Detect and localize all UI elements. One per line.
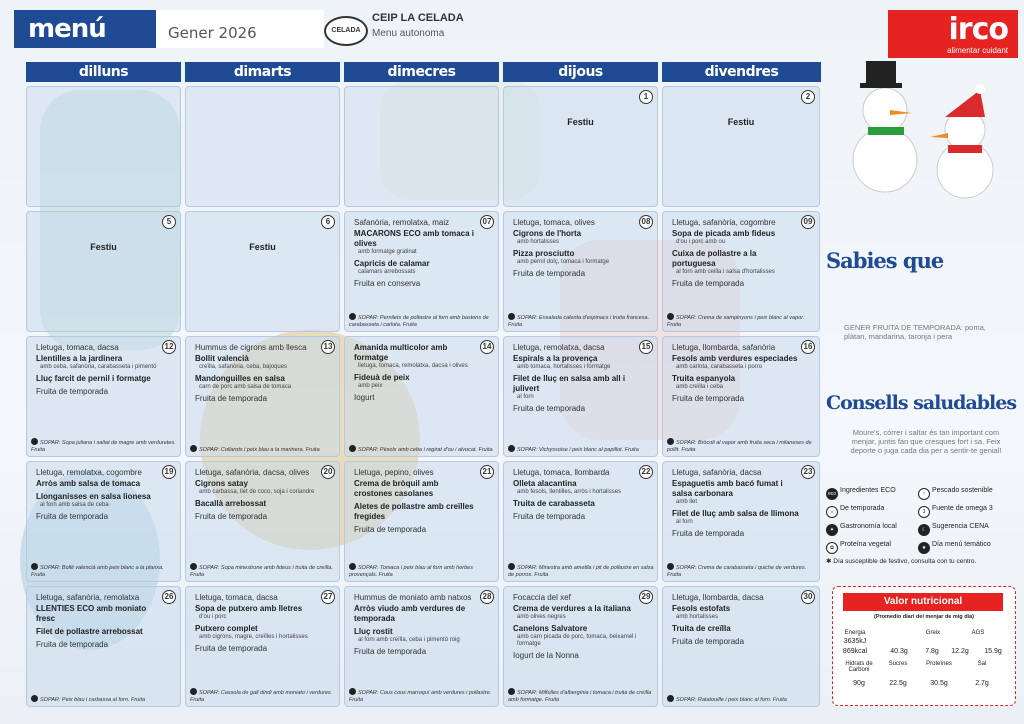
day-menu xyxy=(195,468,319,521)
moon-icon xyxy=(190,563,197,570)
dessert: Fruita de temporada xyxy=(195,644,268,653)
day-menu xyxy=(195,343,319,403)
moon-icon xyxy=(31,695,38,702)
day-menu xyxy=(354,343,478,402)
day-cell xyxy=(344,461,499,582)
dinner-suggestion: SOPAR: Ratatouille i peix blanc al forn. Fruita xyxy=(667,695,816,704)
moon-icon xyxy=(667,563,674,570)
day-number: 6 xyxy=(321,215,335,229)
starter: Lletuga, remolatxa, dacsa xyxy=(513,343,605,352)
dessert: Iogurt de la Nonna xyxy=(513,651,579,660)
day-cell xyxy=(662,586,820,707)
weekday-header: divendres xyxy=(662,62,821,82)
moon-icon xyxy=(349,445,356,452)
day-number: 12 xyxy=(162,340,176,354)
moon-icon xyxy=(667,438,674,445)
dinner-suggestion: SOPAR: Crema de xampinyons i peix blanc al vapor. Fruita xyxy=(667,315,805,328)
day-number: 27 xyxy=(321,590,335,604)
day-menu xyxy=(672,468,799,538)
starter: Lletuga, safanòria, cogombre xyxy=(672,218,776,227)
first-course-detail: amb hortalisses xyxy=(517,239,560,245)
first-course: Arròs amb salsa de tomaca xyxy=(36,479,141,488)
day-number: 08 xyxy=(639,215,653,229)
legend-cena: ☾ Sugerencia CENA xyxy=(918,523,989,536)
first-course: LLENTIES ECO amb moniato fresc xyxy=(36,604,147,623)
energy-label: Energia xyxy=(844,630,866,636)
salt-value: 2.7g xyxy=(975,680,989,687)
first-course: Llentilles a la jardinera xyxy=(36,354,123,363)
day-menu xyxy=(672,593,799,646)
starter: Lletuga, safanòria, dacsa xyxy=(672,468,762,477)
dessert: Fruita de temporada xyxy=(672,637,745,646)
dinner-suggestion: SOPAR: Cassola de gall dindi amb moniato i verdures. Fruita xyxy=(190,690,333,703)
nutrition-title: Valor nutricional xyxy=(843,593,1003,611)
moon-icon xyxy=(349,563,356,570)
vegetal-icon: ✿ xyxy=(826,542,838,554)
day-menu xyxy=(36,343,160,396)
day-menu xyxy=(354,593,478,656)
consells-title: Consells saludables xyxy=(826,392,1017,414)
legend-gastro: ✦ Gastronomía local xyxy=(826,523,897,536)
day-cell xyxy=(503,86,658,207)
dessert: Fruita de temporada xyxy=(36,640,109,649)
dessert: Fruita de temporada xyxy=(672,394,745,403)
star-icon: ★ xyxy=(918,542,930,554)
protein-value: 30.5g xyxy=(930,680,948,687)
first-course: Crema de bròquil amb crostones casolanes xyxy=(354,479,439,498)
moon-icon xyxy=(667,313,674,320)
dinner-suggestion: SOPAR: Minestra amb ametlla i pit de pollastre en salsa de porros. Fruita xyxy=(508,565,654,578)
moon-icon xyxy=(31,563,38,570)
starter: Lletuga, llombarda, safanòria xyxy=(672,343,776,352)
dinner-suggestion: SOPAR: Vichyssoise i peix blanc al papillot. Fruita xyxy=(508,445,654,454)
day-cell xyxy=(662,461,820,582)
day-number: 28 xyxy=(480,590,494,604)
legend-note: ✱ Día susceptible de festivo, consulta con tu centro. xyxy=(826,558,977,565)
ags-value-2: 15.9g xyxy=(984,648,1002,655)
protein-label: Proteïnes xyxy=(926,661,952,667)
starter: Safanòria, remolatxa, maiz xyxy=(354,218,450,227)
second-course-detail: amb peix xyxy=(358,383,383,389)
fat-value-2: 7.8g xyxy=(925,648,939,655)
day-menu xyxy=(672,218,799,288)
first-course-detail: amb fesols, llentilles, arròs i hortalisses xyxy=(517,489,622,495)
day-cell xyxy=(185,86,340,207)
moon-icon xyxy=(190,445,197,452)
day-number: 5 xyxy=(162,215,176,229)
first-course: Cigrons satay xyxy=(195,479,248,488)
dessert: Fruita de temporada xyxy=(672,529,745,538)
day-number: 23 xyxy=(801,465,815,479)
second-course-detail: al forn xyxy=(676,519,693,525)
second-course: Filet de lluç en salsa amb all i julivert xyxy=(513,374,626,393)
moon-icon xyxy=(349,688,356,695)
starter: Lletuga, tomaca, olives xyxy=(513,218,595,227)
legend-tematico: ★ Día menú temático xyxy=(918,541,991,554)
second-course: Truita espanyola xyxy=(672,374,736,383)
day-cell xyxy=(662,336,820,457)
brand-tagline: alimentar cuidant xyxy=(947,46,1008,55)
carbs-label: Hidrats de Carboni xyxy=(845,661,873,673)
day-menu xyxy=(513,343,637,413)
day-cell xyxy=(344,211,499,332)
second-course-detail: al forn amb ceilla i salsa d'hortalisses xyxy=(676,269,775,275)
second-course: Filet de lluç amb salsa de llimona xyxy=(672,509,799,518)
moon-icon xyxy=(190,688,197,695)
first-course-detail: amb formatge gratinat xyxy=(358,249,417,255)
first-course-detail: d'ou i porc xyxy=(199,614,227,620)
dessert: Fruita de temporada xyxy=(513,512,586,521)
day-cell xyxy=(185,461,340,582)
second-course: Lluç rostit xyxy=(354,627,393,636)
dessert: Fruita de temporada xyxy=(36,512,109,521)
day-cell xyxy=(26,586,181,707)
first-course: Fesols estofats xyxy=(672,604,731,613)
dinner-suggestion: SOPAR: Sopa minestrone amb fideus i truita de creïlla. Fruita xyxy=(190,565,333,578)
dinner-suggestion: SOPAR: Tomaca i peix blau al forn amb herbes provençals. Fruita xyxy=(349,565,473,578)
day-cell xyxy=(26,336,181,457)
second-course-detail: al forn amb salsa de ceba xyxy=(40,502,109,508)
weekday-header: dimarts xyxy=(185,62,340,82)
dessert: Fruita de temporada xyxy=(195,512,268,521)
holiday-label: Festiu xyxy=(249,242,276,252)
dessert: Fruita de temporada xyxy=(195,394,268,403)
first-course-detail: amb tomaca, hortalisses i formatge xyxy=(517,364,611,370)
day-cell xyxy=(26,211,181,332)
day-menu xyxy=(354,468,478,534)
dinner-suggestion: SOPAR: Pernilets de pollastre al forn amb bastons de carabasseta i carlota. Fruita xyxy=(349,315,489,328)
energy-kj: 3635kJ xyxy=(843,638,867,645)
second-course: Aletes de pollastre amb creïlles fregides xyxy=(354,502,474,521)
first-course-detail: lletuga, tomaca, remolatxa, dacsa i olives xyxy=(358,363,468,369)
day-menu xyxy=(513,468,637,521)
second-course-detail: amb creïlla i ceba xyxy=(676,384,724,390)
day-number: 15 xyxy=(639,340,653,354)
day-menu xyxy=(672,343,799,403)
day-cell xyxy=(185,211,340,332)
sabies-que-text: GENER FRUITA DE TEMPORADA: poma, plàtan, mandarina, taronja i pera xyxy=(844,323,986,341)
menu-title: menú xyxy=(14,10,156,48)
first-course-detail: amb ceba, safanòria, carabasseta i pimentó xyxy=(40,364,157,370)
day-menu xyxy=(513,218,637,278)
first-course: MACARONS ECO amb tomaca i olives xyxy=(354,229,475,248)
first-course: Olleta alacantina xyxy=(513,479,577,488)
dessert: Fruita de temporada xyxy=(513,404,586,413)
nutrition-box xyxy=(832,586,1016,706)
starter: Focaccia del xef xyxy=(513,593,571,602)
dessert: Fruita de temporada xyxy=(513,269,586,278)
day-number: 30 xyxy=(801,590,815,604)
dinner-suggestion: SOPAR: Peix blau i carbassa al forn. Fruita xyxy=(31,695,177,704)
season-icon: ☼ xyxy=(826,506,838,518)
day-cell xyxy=(344,586,499,707)
day-cell xyxy=(503,336,658,457)
first-course: Amanida multicolor amb formatge xyxy=(354,343,448,362)
second-course-detail: al forn amb creïlla, ceba i pimentó roig xyxy=(358,637,460,643)
day-number: 09 xyxy=(801,215,815,229)
day-menu xyxy=(195,593,319,653)
day-cell xyxy=(26,461,181,582)
first-course-detail: amb llet xyxy=(676,499,698,505)
dessert: Iogurt xyxy=(354,393,375,402)
starter: Lletuga, pepino, olives xyxy=(354,468,434,477)
moon-icon xyxy=(508,313,515,320)
dinner-suggestion: SOPAR: Collarots i peix blau a la marinera. Fruita xyxy=(190,445,336,454)
day-number: 2 xyxy=(801,90,815,104)
first-course: Crema de verdures a la italiana xyxy=(513,604,631,613)
dinner-suggestion: SOPAR: Crema de carabasseta i quiche de verdures. Fruita xyxy=(667,565,807,578)
day-menu xyxy=(36,468,160,521)
legend-eco: eco Ingredientes ECO xyxy=(826,487,896,500)
starter: Lletuga, remolatxa, cogombre xyxy=(36,468,142,477)
first-course: Arròs viudo amb verdures de temporada xyxy=(354,604,466,623)
sugar-value: 22.5g xyxy=(889,680,907,687)
dinner-suggestion: SOPAR: Cous cous marroquí amb verdures i pollastre. Fruita xyxy=(349,690,492,703)
day-cell xyxy=(503,211,658,332)
dessert: Fruita de temporada xyxy=(672,279,745,288)
day-number: 26 xyxy=(162,590,176,604)
carbs-value: 90g xyxy=(853,680,865,687)
second-course-detail: carn de porc amb salsa de tomaca xyxy=(199,384,292,390)
day-number: 20 xyxy=(321,465,335,479)
day-number: 1 xyxy=(639,90,653,104)
starter: Hummus de cigrons amb llesca xyxy=(195,343,307,352)
energy-kcal: 869kcal xyxy=(842,648,868,655)
ags-value: 12.2g xyxy=(951,648,969,655)
day-cell xyxy=(185,586,340,707)
weekday-header: dimecres xyxy=(344,62,499,82)
day-cell xyxy=(503,586,658,707)
day-number: 29 xyxy=(639,590,653,604)
starter: Lletuga, safanòria, dacsa, olives xyxy=(195,468,310,477)
dinner-suggestion: SOPAR: Pèsols amb ceba i regirat d'ou i alvocat. Fruita xyxy=(349,445,495,454)
second-course-detail: amb cigrons, magre, creïlles i hortalisses xyxy=(199,634,308,640)
day-cell xyxy=(344,86,499,207)
second-course: Pizza prosciutto xyxy=(513,249,575,258)
brand-logo xyxy=(888,10,1018,58)
second-course: Fideuà de peix xyxy=(354,373,410,382)
first-course-detail: amb carbassa, llet de coco, soja i coriandre xyxy=(199,489,315,495)
moon-icon xyxy=(349,313,356,320)
starter: Lletuga, tomaca, dacsa xyxy=(195,593,278,602)
second-course: Mandonguilles en salsa xyxy=(195,374,285,383)
day-number: 16 xyxy=(801,340,815,354)
school-name: CEIP LA CELADA xyxy=(372,12,464,24)
holiday-label: Festiu xyxy=(727,117,755,127)
day-menu xyxy=(36,593,160,649)
school-logo: CELADA xyxy=(324,16,368,46)
second-course: Truita de carabasseta xyxy=(513,499,595,508)
second-course: Lluç farcit de pernil i formatge xyxy=(36,374,151,383)
first-course: Sopa de putxero amb lletres xyxy=(195,604,303,613)
day-number: 21 xyxy=(480,465,494,479)
starter: Hummus de moniato amb natxos xyxy=(354,593,472,602)
second-course-detail: al forn xyxy=(517,394,534,400)
brand-name: irco xyxy=(948,12,1008,47)
first-course: Sopa de picada amb fideus xyxy=(672,229,776,238)
ags-label: AGS xyxy=(971,630,985,636)
moon-icon xyxy=(508,688,515,695)
legend-vegetal: ✿ Proteína vegetal xyxy=(826,541,891,554)
starter: Lletuga, llombarda, dacsa xyxy=(672,593,764,602)
weekday-header: dilluns xyxy=(26,62,181,82)
holiday-label: Festiu xyxy=(567,117,594,127)
day-menu xyxy=(354,218,478,288)
dinner-suggestion: SOPAR: Milfulles d'albergínia i tomaca i truita de creïlla amb formatge. Fruita xyxy=(508,690,652,703)
salt-label: Sal xyxy=(977,661,987,667)
starter: Lletuga, safanòria, remolatxa xyxy=(36,593,140,602)
holiday-label: Festiu xyxy=(90,242,117,252)
first-course-detail: amb hortalisses xyxy=(676,614,719,620)
first-course: Cigrons de l'horta xyxy=(513,229,582,238)
legend-omega: 3 Fuente de omega 3 xyxy=(918,505,993,518)
sugar-label: Sucres xyxy=(888,661,908,667)
day-cell xyxy=(344,336,499,457)
day-number: 14 xyxy=(480,340,494,354)
moon-icon xyxy=(667,695,674,702)
first-course: Bollit valencià xyxy=(195,354,249,363)
second-course: Canelons Salvatore xyxy=(513,624,588,633)
day-cell xyxy=(662,211,820,332)
moon-icon xyxy=(508,563,515,570)
day-cell xyxy=(662,86,820,207)
dessert: Fruita en conserva xyxy=(354,279,421,288)
first-course-detail: amb olives negres xyxy=(517,614,566,620)
second-course: Capricis de calamar xyxy=(354,259,430,268)
month-label: Gener 2026 xyxy=(168,24,257,42)
moon-icon xyxy=(508,445,515,452)
dessert: Fruita de temporada xyxy=(36,387,109,396)
nutrition-subtitle: (Promedio diari del menjar de mig dia) xyxy=(874,614,974,620)
snowman-illustration xyxy=(830,55,1015,205)
first-course: Fesols amb verdures especiades xyxy=(672,354,798,363)
day-number: 19 xyxy=(162,465,176,479)
day-cell xyxy=(503,461,658,582)
day-menu xyxy=(513,593,637,660)
day-cell xyxy=(26,86,181,207)
day-number: 13 xyxy=(321,340,335,354)
legend-pescado: ~ Pescado sostenible xyxy=(918,487,993,500)
moon-icon xyxy=(31,438,38,445)
day-cell xyxy=(185,336,340,457)
second-course: Cuixa de pollastre a la portuguesa xyxy=(672,249,757,268)
dinner-suggestion: SOPAR: Bròcoli al vapor amb fruita seca i milaneses de pollit. Fruita xyxy=(667,440,812,453)
day-number: 22 xyxy=(639,465,653,479)
eco-icon: eco xyxy=(826,488,838,500)
day-number: 07 xyxy=(480,215,494,229)
starter: Lletuga, tomaca, llombarda xyxy=(513,468,610,477)
dinner-suggestion: SOPAR: Sopa juliana i saltat de magre amb verduretes. Fruita xyxy=(31,440,176,453)
first-course-detail: amb carlota, carabasseta i porro xyxy=(676,364,763,370)
dinner-suggestion: SOPAR: Bollit valencià amb peix blanc a la planxa. Fruita xyxy=(31,565,164,578)
weekday-header: dijous xyxy=(503,62,658,82)
fish-icon: ~ xyxy=(918,488,930,500)
omega-icon: 3 xyxy=(918,506,930,518)
dessert: Fruita de temporada xyxy=(354,525,427,534)
second-course-detail: amb pernil dolç, tomaca i formatge xyxy=(517,259,610,265)
fat-value: 40.3g xyxy=(890,648,908,655)
dessert: Fruita de temporada xyxy=(354,647,427,656)
consells-text: Moure's, córrer i saltar és tan important com menjar, juntis fan que cresques fort i sa. Feix deporte o juga cada dia per a sentir-te genial! xyxy=(850,428,1002,455)
second-course-detail: amb carn picada de porc, tomaca, beixamel i formatge xyxy=(517,634,637,647)
fat-label: Greix xyxy=(925,630,941,636)
second-course: Filet de pollastre arrebossat xyxy=(36,627,143,636)
sabies-que-title: Sabies que xyxy=(826,248,944,273)
menu-type: Menu autonoma xyxy=(372,28,445,39)
second-course: Bacallà arrebossat xyxy=(195,499,267,508)
legend-temporada: ☼ De temporada xyxy=(826,505,884,518)
first-course-detail: d'ou i porc amb ou xyxy=(676,239,726,245)
weekday-headers xyxy=(26,62,821,82)
second-course-detail: calamars arrebossats xyxy=(358,269,416,275)
moon-icon: ☾ xyxy=(918,524,930,536)
local-icon: ✦ xyxy=(826,524,838,536)
first-course: Espaguetis amb bacó fumat i salsa carbonara xyxy=(672,479,783,498)
first-course-detail: creïlla, safanòria, ceba, bajoques xyxy=(199,364,288,370)
dinner-suggestion: SOPAR: Ensalada calenta d'espinacs i truita francesa. Fruita xyxy=(508,315,650,328)
starter: Lletuga, tomaca, dacsa xyxy=(36,343,119,352)
second-course: Truita de creïlla xyxy=(672,624,731,633)
second-course: Llonganisses en salsa lionesa xyxy=(36,492,151,501)
asterisk-icon: ✱ xyxy=(826,558,834,565)
second-course: Putxero complet xyxy=(195,624,258,633)
first-course: Espirals a la provença xyxy=(513,354,598,363)
